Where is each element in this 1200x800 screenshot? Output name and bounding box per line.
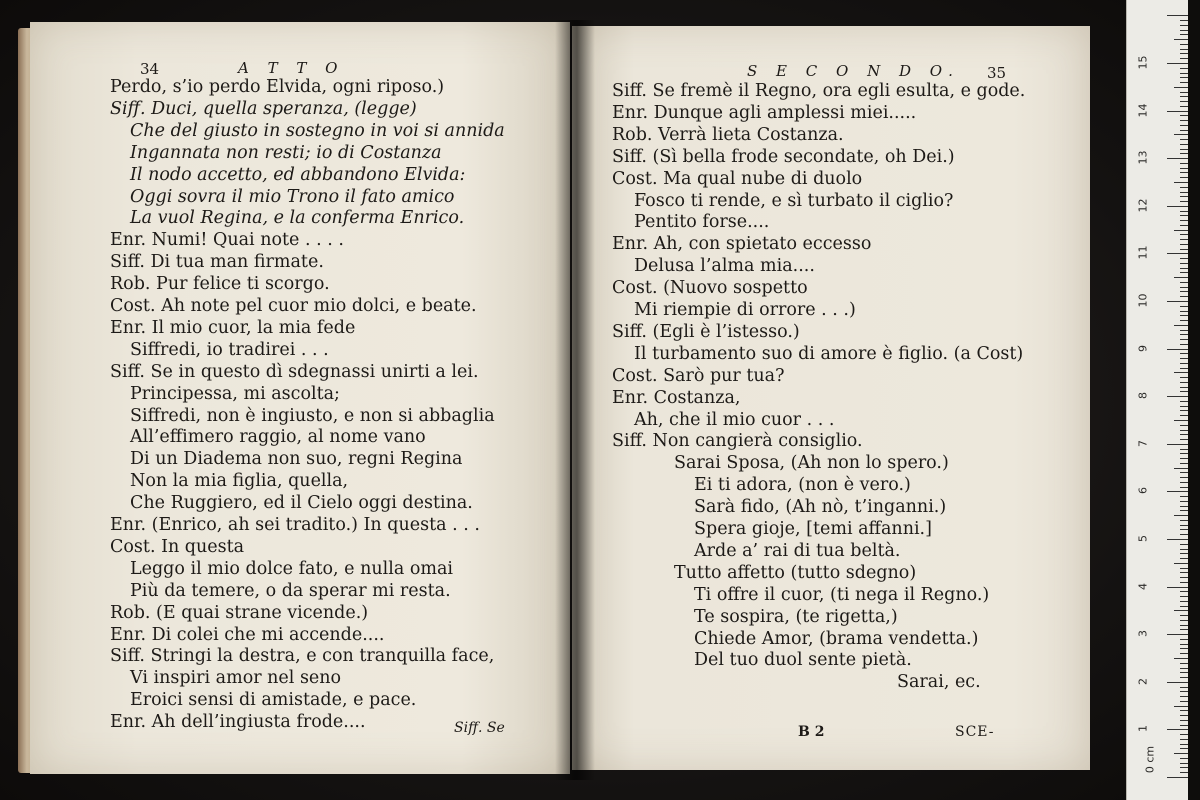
text-line: Rob. (E quai strane vicende.) xyxy=(110,602,369,623)
text-line: Siffredi, io tradirei . . . xyxy=(130,339,329,360)
text-line: All’effimero raggio, al nome vano xyxy=(130,427,426,448)
book-gutter xyxy=(555,20,595,780)
ruler-tick xyxy=(1174,610,1189,611)
text-line: Di un Diadema non suo, regni Regina xyxy=(130,449,463,470)
ruler-label: 4 xyxy=(1136,582,1150,590)
text-line: Siff. (Egli è l’istesso.) xyxy=(612,321,800,342)
ruler-tick xyxy=(1167,301,1189,302)
page-number-right: 35 xyxy=(987,64,1007,82)
measuring-ruler xyxy=(1126,0,1189,800)
text-line: Siff. Non cangierà consiglio. xyxy=(612,431,863,452)
text-line: Delusa l’alma mia.... xyxy=(634,256,815,277)
text-line: Pentito forse.... xyxy=(634,212,770,233)
ruler-tick xyxy=(1174,753,1189,754)
ruler-label: 12 xyxy=(1136,198,1150,213)
text-line: Ei ti adora, (non è vero.) xyxy=(694,475,911,496)
text-line: Sarai, ec. xyxy=(897,672,981,693)
ruler-label: 7 xyxy=(1136,439,1150,447)
ruler-tick xyxy=(1174,134,1189,135)
ruler-tick xyxy=(1167,444,1189,445)
ruler-label: 8 xyxy=(1136,392,1150,400)
ruler-tick xyxy=(1174,706,1189,707)
text-line: Mi riempie di orrore . . .) xyxy=(634,300,856,320)
text-line: Te sospira, (te rigetta,) xyxy=(694,606,898,627)
text-line: La vuol Regina, e la conferma Enrico. xyxy=(130,208,465,229)
text-line: Enr. Ah, con spietato eccesso xyxy=(612,234,872,255)
ruler-tick xyxy=(1167,111,1189,112)
ruler-tick xyxy=(1167,539,1189,540)
ruler-tick xyxy=(1167,634,1189,635)
text-line: Chiede Amor, (brama vendetta.) xyxy=(694,628,979,649)
ruler-tick xyxy=(1174,515,1189,516)
ruler-tick xyxy=(1174,658,1189,659)
right-dark-border xyxy=(1188,0,1200,800)
ruler-label: 5 xyxy=(1136,535,1150,542)
ruler-label: 3 xyxy=(1136,630,1150,638)
text-line: Enr. (Enrico, ah sei tradito.) In questa . . . xyxy=(110,515,480,535)
signature-mark: B 2 xyxy=(798,724,825,740)
text-line: Principessa, mi ascolta; xyxy=(130,383,340,404)
ruler-tick xyxy=(1174,182,1189,183)
ruler-tick xyxy=(1167,729,1189,730)
catchword-right: SCE- xyxy=(955,724,995,740)
text-line: Del tuo duol sente pietà. xyxy=(694,650,912,671)
text-line: Siff. Di tua man firmate. xyxy=(110,252,324,273)
text-line: Tutto affetto (tutto sdegno) xyxy=(674,562,917,583)
ruler-label: 10 xyxy=(1136,293,1150,308)
text-line: Sarai Sposa, (Ah non lo spero.) xyxy=(674,453,949,474)
text-line: Vi inspiri amor nel seno xyxy=(130,668,342,689)
text-line: Il turbamento suo di amore è figlio. (a Cost) xyxy=(634,343,1024,364)
page-number-left: 34 xyxy=(140,60,160,78)
left-page xyxy=(30,22,570,774)
running-head-left: A T T O xyxy=(238,59,345,77)
text-line: Cost. In questa xyxy=(110,536,245,557)
text-line: Siff. Se fremè il Regno, ora egli esulta, e gode. xyxy=(612,81,1026,101)
ruler-label: 2 xyxy=(1136,677,1150,685)
ruler-tick xyxy=(1174,39,1189,40)
ruler-tick xyxy=(1174,563,1189,564)
text-line: Enr. Ah dell’ingiusta frode.... xyxy=(110,712,366,733)
text-line: Siff. Duci, quella speranza, (legge) xyxy=(110,98,417,119)
ruler-tick xyxy=(1174,420,1189,421)
text-line: Che Ruggiero, ed il Cielo oggi destina. xyxy=(130,493,473,514)
ruler-tick xyxy=(1174,230,1189,231)
text-line: Cost. (Nuovo sospetto xyxy=(612,278,808,299)
ruler-label: 6 xyxy=(1136,487,1150,495)
text-line: Spera gioje, [temi affanni.] xyxy=(694,519,932,539)
ruler-tick xyxy=(1167,63,1189,64)
text-line: Ingannata non resti; io di Costanza xyxy=(130,142,442,163)
text-line: Oggi sovra il mio Trono il fato amico xyxy=(130,186,455,207)
text-line: Sarà fido, (Ah nò, t’inganni.) xyxy=(694,497,947,518)
text-line: Cost. Sarò pur tua? xyxy=(612,365,785,386)
ruler-tick xyxy=(1167,777,1189,778)
ruler-tick xyxy=(1167,587,1189,588)
ruler-tick xyxy=(1167,491,1189,492)
text-line: Leggo il mio dolce fato, e nulla omai xyxy=(130,558,453,579)
text-line: Rob. Pur felice ti scorgo. xyxy=(110,274,330,295)
text-line: Ah, che il mio cuor . . . xyxy=(634,409,835,430)
ruler-tick xyxy=(1174,277,1189,278)
ruler-tick xyxy=(1167,253,1189,254)
ruler-tick xyxy=(1167,15,1189,16)
ruler-tick xyxy=(1167,158,1189,159)
ruler-tick xyxy=(1174,372,1189,373)
text-line: Ti offre il cuor, (ti nega il Regno.) xyxy=(694,584,990,605)
ruler-tick xyxy=(1174,325,1189,326)
right-page xyxy=(572,26,1090,770)
text-line: Rob. Verrà lieta Costanza. xyxy=(612,124,844,145)
ruler-label: 15 xyxy=(1136,55,1150,70)
text-line: Siffredi, non è ingiusto, e non si abbaglia xyxy=(130,405,495,426)
ruler-tick xyxy=(1174,468,1189,469)
text-line: Fosco ti rende, e sì turbato il ciglio? xyxy=(634,190,954,211)
ruler-label: 1 xyxy=(1136,725,1150,733)
text-line: Cost. Ma qual nube di duolo xyxy=(612,168,863,189)
running-head-right: S E C O N D O. xyxy=(747,62,960,80)
ruler-tick xyxy=(1167,206,1189,207)
text-line: Enr. Il mio cuor, la mia fede xyxy=(110,317,356,338)
text-line: Enr. Dunque agli amplessi miei..... xyxy=(612,102,917,123)
text-line: Siff. Se in questo dì sdegnassi unirti a lei. xyxy=(110,361,479,382)
text-line: Più da temere, o da sperar mi resta. xyxy=(130,580,451,601)
text-line: Enr. Numi! Quai note . . . . xyxy=(110,230,344,251)
text-line: Che del giusto in sostegno in voi si annida xyxy=(130,120,505,141)
text-line: Arde a’ rai di tua beltà. xyxy=(694,540,901,561)
ruler-label: 0 cm xyxy=(1143,745,1157,774)
text-line: Enr. Di colei che mi accende.... xyxy=(110,624,385,645)
ruler-tick xyxy=(1167,682,1189,683)
text-line: Siff. Stringi la destra, e con tranquilla face, xyxy=(110,646,495,667)
text-line: Non la mia figlia, quella, xyxy=(130,471,349,492)
text-line: Perdo, s’io perdo Elvida, ogni riposo.) xyxy=(110,77,445,97)
text-line: Cost. Ah note pel cuor mio dolci, e beate. xyxy=(110,296,477,316)
catchword-left: Siff. Se xyxy=(454,720,505,736)
ruler-label: 13 xyxy=(1136,150,1150,165)
ruler-label: 14 xyxy=(1136,103,1150,118)
text-line: Enr. Costanza, xyxy=(612,387,741,408)
text-line: Siff. (Sì bella frode secondate, oh Dei.) xyxy=(612,146,955,167)
ruler-label: 11 xyxy=(1136,245,1150,260)
ruler-label: 9 xyxy=(1136,344,1150,352)
ruler-tick xyxy=(1174,87,1189,88)
text-line: Il nodo accetto, ed abbandono Elvida: xyxy=(130,164,466,185)
ruler-tick xyxy=(1167,396,1189,397)
ruler-tick xyxy=(1167,349,1189,350)
text-line: Eroici sensi di amistade, e pace. xyxy=(130,690,417,711)
